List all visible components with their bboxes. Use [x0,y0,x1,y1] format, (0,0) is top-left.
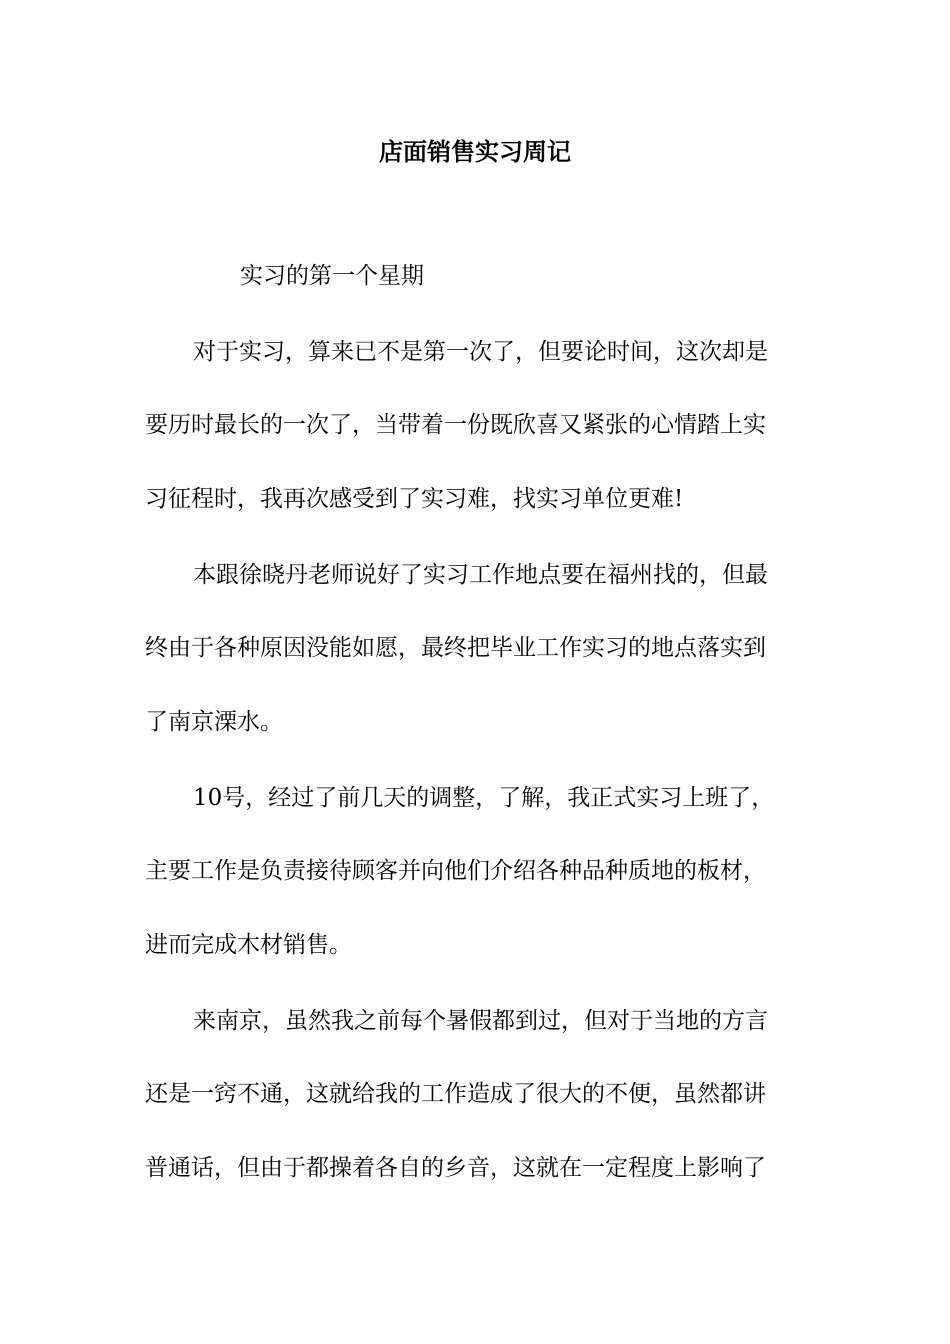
paragraph-2-line-3: 了南京溧水。 [145,709,283,735]
paragraph-4-line-1: 来南京，虽然我之前每个暑假都到过，但对于当地的方言 [193,1008,768,1034]
paragraph-1-line-3: 习征程时，我再次感受到了实习难，找实习单位更难! [145,486,684,512]
section-heading: 实习的第一个星期 [240,263,424,289]
paragraph-3-line-2: 主要工作是负责接待顾客并向他们介绍各种品种质地的板材， [145,858,766,884]
paragraph-2-line-1: 本跟徐晓丹老师说好了实习工作地点要在福州找的，但最 [193,562,768,588]
paragraph-4-line-2: 还是一窍不通，这就给我的工作造成了很大的不便，虽然都讲 [145,1081,766,1107]
paragraph-1-line-1: 对于实习，算来已不是第一次了，但要论时间，这次却是 [193,339,768,365]
paragraph-3-line-1: 10号，经过了前几天的调整，了解，我正式实习上班了， [193,785,775,811]
document-title: 店面销售实习周记 [379,137,571,166]
paragraph-4-line-3: 普通话，但由于都操着各自的乡音，这就在一定程度上影响了 [145,1155,766,1181]
paragraph-1-line-2: 要历时最长的一次了，当带着一份既欣喜又紧张的心情踏上实 [145,412,766,438]
paragraph-3-line-3: 进而完成木材销售。 [145,932,352,958]
paragraph-2-line-2: 终由于各种原因没能如愿，最终把毕业工作实习的地点落实到 [145,635,766,661]
